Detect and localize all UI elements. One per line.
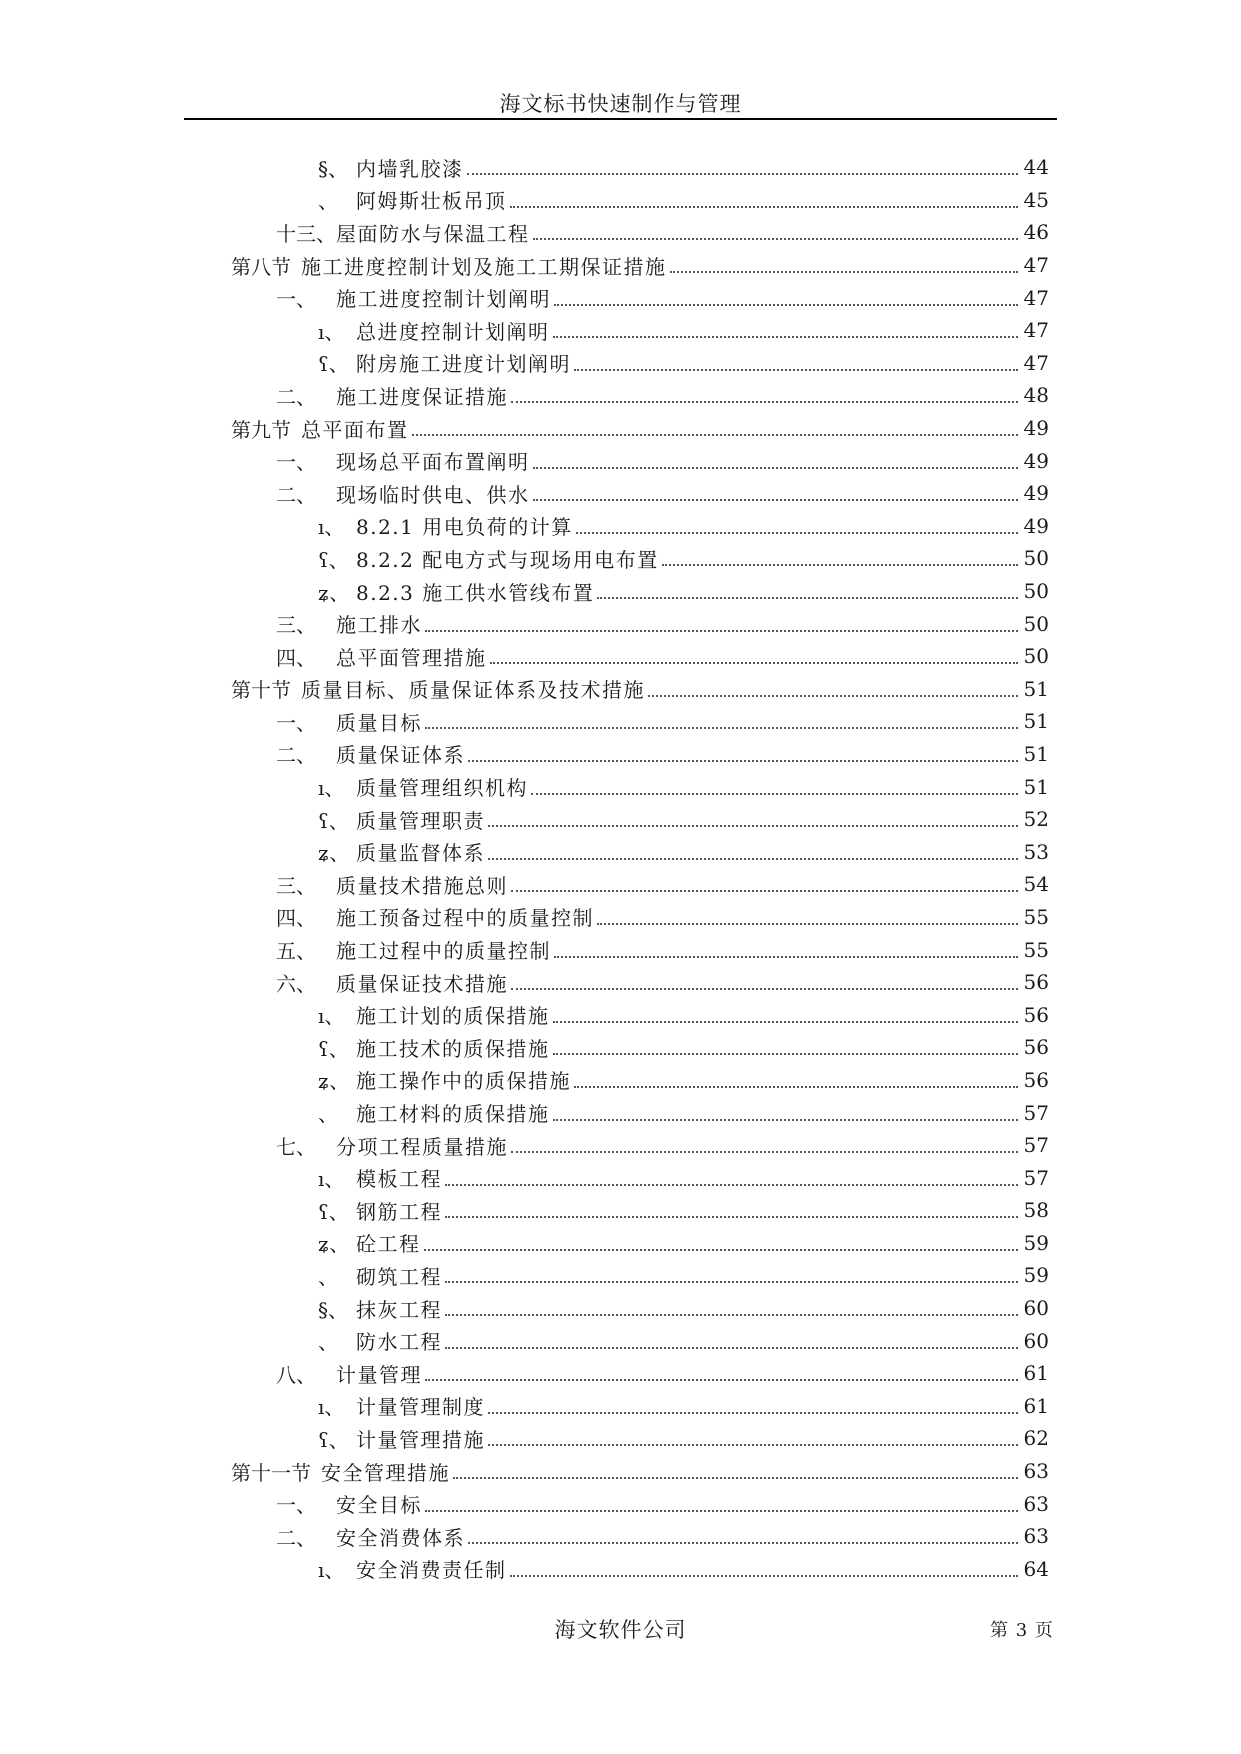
- toc-entry-page: 57: [1023, 1165, 1049, 1190]
- toc-dot-leader: [511, 1151, 1018, 1153]
- toc-entry-page: 54: [1023, 872, 1049, 897]
- toc-entry-number: 一、: [276, 710, 316, 735]
- toc-entry-number: 一、: [276, 450, 316, 475]
- toc-dot-leader: [412, 434, 1019, 436]
- toc-entry-number: ı、: [318, 1004, 345, 1029]
- toc-dot-leader: [425, 630, 1018, 632]
- toc-entry-number: 四、: [276, 906, 316, 931]
- toc-entry-page: 48: [1023, 383, 1049, 408]
- toc-entry-title: 质量技术措施总则: [336, 873, 508, 898]
- toc-entry[interactable]: [231, 1227, 1049, 1260]
- toc-entry-title: 质量监督体系: [356, 841, 485, 866]
- toc-entry-number: 五、: [276, 939, 316, 964]
- toc-entry[interactable]: [231, 901, 1049, 934]
- toc-entry-title: 质量保证体系: [336, 743, 465, 768]
- toc-entry-page: 51: [1023, 774, 1049, 799]
- toc-entry-title: 计量管理制度: [356, 1395, 485, 1420]
- toc-entry-title: 施工排水: [336, 613, 422, 638]
- toc-dot-leader: [488, 1412, 1018, 1414]
- toc-dot-leader: [445, 1216, 1018, 1218]
- toc-dot-leader: [574, 369, 1018, 371]
- toc-entry-number: 三、: [276, 613, 316, 638]
- toc-entry-title: 模板工程: [356, 1167, 442, 1192]
- toc-entry-title: 施工进度保证措施: [336, 384, 508, 409]
- toc-entry-title: 施工计划的质保措施: [356, 1004, 550, 1029]
- toc-entry-number: 一、: [276, 1493, 316, 1518]
- toc-entry[interactable]: [231, 314, 1049, 347]
- toc-dot-leader: [574, 1086, 1018, 1088]
- toc-entry-number: §、: [318, 1297, 348, 1322]
- toc-entry[interactable]: [231, 510, 1049, 543]
- toc-dot-leader: [553, 336, 1019, 338]
- toc-entry-number: ʑ、: [318, 580, 350, 605]
- toc-entry-title: 安全消费体系: [336, 1525, 465, 1550]
- toc-entry-title: 8.2.1 用电负荷的计算: [356, 515, 573, 540]
- toc-dot-leader: [453, 1477, 1018, 1479]
- toc-entry[interactable]: [231, 1129, 1049, 1162]
- toc-entry[interactable]: [231, 249, 1049, 282]
- toc-dot-leader: [554, 304, 1018, 306]
- toc-dot-leader: [445, 1281, 1018, 1283]
- toc-entry-title: 砼工程: [356, 1232, 421, 1257]
- toc-entry-page: 62: [1023, 1426, 1049, 1451]
- toc-entry-number: 四、: [276, 645, 316, 670]
- toc-dot-leader: [576, 532, 1018, 534]
- toc-entry[interactable]: [231, 835, 1049, 868]
- toc-entry-title: 现场总平面布置阐明: [336, 450, 530, 475]
- toc-entry-page: 47: [1023, 285, 1049, 310]
- toc-entry[interactable]: [231, 705, 1049, 738]
- toc-entry-title: 屋面防水与保温工程: [336, 221, 530, 246]
- toc-entry-number: ʑ、: [318, 841, 350, 866]
- toc-entry-number: 十三、: [276, 221, 336, 246]
- toc-entry[interactable]: [231, 542, 1049, 575]
- toc-dot-leader: [510, 1575, 1019, 1577]
- toc-dot-leader: [662, 564, 1018, 566]
- toc-entry-page: 56: [1023, 970, 1049, 995]
- toc-entry[interactable]: [231, 151, 1049, 184]
- toc-entry-page: 61: [1023, 1361, 1049, 1386]
- table-of-contents: [231, 151, 1049, 1585]
- toc-entry[interactable]: [231, 1487, 1049, 1520]
- footer-company-name: 海文软件公司: [554, 1618, 687, 1642]
- toc-dot-leader: [511, 890, 1018, 892]
- toc-entry-number: 第九节: [231, 417, 291, 442]
- toc-dot-leader: [553, 1021, 1019, 1023]
- toc-entry-title: 施工进度控制计划阐明: [336, 287, 551, 312]
- toc-entry[interactable]: [231, 1520, 1049, 1553]
- toc-dot-leader: [424, 1249, 1019, 1251]
- toc-entry-number: ʕ、: [318, 808, 349, 833]
- toc-entry-page: 47: [1023, 253, 1049, 278]
- toc-entry-number: 二、: [276, 1525, 316, 1550]
- toc-entry-page: 60: [1023, 1296, 1049, 1321]
- toc-entry-page: 51: [1023, 709, 1049, 734]
- toc-dot-leader: [553, 1119, 1019, 1121]
- toc-entry-title: 砌筑工程: [356, 1264, 442, 1289]
- toc-entry-number: §、: [318, 156, 348, 181]
- toc-entry-number: 、: [318, 1102, 338, 1127]
- toc-entry-page: 49: [1023, 448, 1049, 473]
- toc-entry-number: 、: [318, 1330, 338, 1355]
- toc-entry-page: 60: [1023, 1328, 1049, 1353]
- toc-entry-page: 45: [1023, 187, 1049, 212]
- toc-entry[interactable]: [231, 1390, 1049, 1423]
- page-header-title: 海文标书快速制作与管理: [499, 92, 742, 116]
- toc-entry-page: 63: [1023, 1491, 1049, 1516]
- toc-entry-page: 47: [1023, 318, 1049, 343]
- toc-entry-number: ʕ、: [318, 547, 349, 572]
- toc-dot-leader: [554, 956, 1018, 958]
- toc-entry-number: ı、: [318, 1167, 345, 1192]
- toc-dot-leader: [468, 760, 1018, 762]
- toc-entry[interactable]: [231, 1064, 1049, 1097]
- toc-dot-leader: [445, 1184, 1018, 1186]
- toc-entry-number: 二、: [276, 743, 316, 768]
- toc-entry-page: 50: [1023, 611, 1049, 636]
- toc-dot-leader: [533, 467, 1019, 469]
- toc-entry-title: 施工预备过程中的质量控制: [336, 906, 594, 931]
- toc-entry-title: 安全消费责任制: [356, 1558, 507, 1583]
- toc-entry-page: 64: [1023, 1556, 1049, 1581]
- toc-entry-number: ı、: [318, 776, 345, 801]
- toc-entry-number: 七、: [276, 1134, 316, 1159]
- toc-entry-title: 内墙乳胶漆: [356, 156, 464, 181]
- toc-entry-title: 质量目标: [336, 710, 422, 735]
- toc-entry[interactable]: [231, 673, 1049, 706]
- toc-dot-leader: [467, 173, 1019, 175]
- toc-entry-title: 阿姆斯壮板吊顶: [356, 189, 507, 214]
- toc-entry[interactable]: [231, 412, 1049, 445]
- toc-dot-leader: [597, 923, 1018, 925]
- toc-entry[interactable]: [231, 1292, 1049, 1325]
- toc-dot-leader: [670, 271, 1019, 273]
- toc-entry[interactable]: [231, 1357, 1049, 1390]
- toc-entry-page: 51: [1023, 741, 1049, 766]
- toc-entry[interactable]: [231, 868, 1049, 901]
- toc-entry-page: 58: [1023, 1198, 1049, 1223]
- toc-entry-title: 总平面布置: [301, 417, 409, 442]
- toc-dot-leader: [510, 206, 1019, 208]
- toc-entry-title: 抹灰工程: [356, 1297, 442, 1322]
- toc-entry-title: 分项工程质量措施: [336, 1134, 508, 1159]
- toc-entry-number: ʕ、: [318, 1427, 349, 1452]
- toc-entry-title: 防水工程: [356, 1330, 442, 1355]
- toc-entry-number: 第八节: [231, 254, 291, 279]
- toc-entry-page: 63: [1023, 1459, 1049, 1484]
- toc-dot-leader: [533, 499, 1019, 501]
- toc-entry-page: 56: [1023, 1035, 1049, 1060]
- toc-entry-title: 钢筋工程: [356, 1199, 442, 1224]
- toc-entry-title: 8.2.3 施工供水管线布置: [356, 580, 595, 605]
- toc-entry-page: 57: [1023, 1133, 1049, 1158]
- toc-dot-leader: [531, 793, 1018, 795]
- toc-entry-page: 52: [1023, 807, 1049, 832]
- toc-entry[interactable]: [231, 575, 1049, 608]
- toc-entry-number: 三、: [276, 873, 316, 898]
- toc-entry[interactable]: [231, 1161, 1049, 1194]
- toc-entry[interactable]: [231, 1031, 1049, 1064]
- toc-entry-number: ı、: [318, 1395, 345, 1420]
- toc-entry-number: 二、: [276, 482, 316, 507]
- toc-entry-number: 第十一节: [231, 1460, 311, 1485]
- toc-entry-title: 质量管理组织机构: [356, 776, 528, 801]
- toc-dot-leader: [553, 1053, 1019, 1055]
- toc-dot-leader: [511, 401, 1018, 403]
- toc-entry[interactable]: [231, 1455, 1049, 1488]
- toc-entry-number: ʑ、: [318, 1232, 350, 1257]
- toc-entry-number: ʕ、: [318, 352, 349, 377]
- toc-entry[interactable]: [231, 738, 1049, 771]
- toc-dot-leader: [468, 1542, 1018, 1544]
- toc-entry[interactable]: [231, 640, 1049, 673]
- toc-entry-page: 49: [1023, 481, 1049, 506]
- toc-entry-title: 计量管理: [336, 1362, 422, 1387]
- toc-entry-title: 施工材料的质保措施: [356, 1102, 550, 1127]
- toc-entry-page: 56: [1023, 1002, 1049, 1027]
- toc-dot-leader: [488, 825, 1018, 827]
- toc-entry-title: 施工技术的质保措施: [356, 1036, 550, 1061]
- toc-entry[interactable]: [231, 379, 1049, 412]
- toc-entry-page: 56: [1023, 1067, 1049, 1092]
- toc-dot-leader: [533, 238, 1019, 240]
- toc-entry-title: 8.2.2 配电方式与现场用电布置: [356, 547, 659, 572]
- toc-entry-page: 51: [1023, 676, 1049, 701]
- toc-entry-number: ʑ、: [318, 1069, 350, 1094]
- toc-entry-title: 现场临时供电、供水: [336, 482, 530, 507]
- toc-entry-page: 50: [1023, 579, 1049, 604]
- toc-entry[interactable]: [231, 1324, 1049, 1357]
- toc-entry[interactable]: [231, 1259, 1049, 1292]
- toc-entry-number: ı、: [318, 515, 345, 540]
- toc-entry-title: 计量管理措施: [356, 1427, 485, 1452]
- toc-entry-page: 44: [1023, 155, 1049, 180]
- toc-entry-title: 总平面管理措施: [336, 645, 487, 670]
- toc-entry-title: 质量目标、质量保证体系及技术措施: [301, 678, 645, 703]
- toc-entry-title: 质量管理职责: [356, 808, 485, 833]
- toc-entry-title: 安全管理措施: [321, 1460, 450, 1485]
- toc-entry-page: 50: [1023, 644, 1049, 669]
- toc-entry-title: 附房施工进度计划阐明: [356, 352, 571, 377]
- toc-entry-page: 55: [1023, 904, 1049, 929]
- toc-entry[interactable]: [231, 281, 1049, 314]
- toc-entry-page: 59: [1023, 1263, 1049, 1288]
- toc-entry-page: 53: [1023, 839, 1049, 864]
- toc-dot-leader: [488, 1444, 1018, 1446]
- toc-entry[interactable]: [231, 966, 1049, 999]
- toc-entry[interactable]: [231, 477, 1049, 510]
- toc-entry-number: ʕ、: [318, 1036, 349, 1061]
- toc-entry-page: 46: [1023, 220, 1049, 245]
- toc-dot-leader: [490, 662, 1019, 664]
- toc-entry-page: 50: [1023, 546, 1049, 571]
- toc-entry-page: 55: [1023, 937, 1049, 962]
- toc-dot-leader: [425, 1510, 1018, 1512]
- toc-entry-number: ı、: [318, 1558, 345, 1583]
- toc-entry-title: 施工过程中的质量控制: [336, 939, 551, 964]
- toc-entry-page: 47: [1023, 350, 1049, 375]
- toc-entry-title: 安全目标: [336, 1493, 422, 1518]
- toc-entry-page: 63: [1023, 1524, 1049, 1549]
- toc-dot-leader: [488, 858, 1018, 860]
- toc-entry-page: 59: [1023, 1230, 1049, 1255]
- toc-entry-number: 八、: [276, 1362, 316, 1387]
- toc-entry[interactable]: [231, 1194, 1049, 1227]
- toc-entry-number: ı、: [318, 319, 345, 344]
- toc-entry[interactable]: [231, 184, 1049, 217]
- toc-entry[interactable]: [231, 770, 1049, 803]
- toc-entry[interactable]: [231, 216, 1049, 249]
- toc-entry[interactable]: [231, 933, 1049, 966]
- toc-entry-number: 六、: [276, 971, 316, 996]
- toc-entry[interactable]: [231, 803, 1049, 836]
- toc-dot-leader: [648, 695, 1018, 697]
- toc-entry[interactable]: [231, 347, 1049, 380]
- toc-entry-title: 施工进度控制计划及施工工期保证措施: [301, 254, 667, 279]
- toc-entry-page: 57: [1023, 1100, 1049, 1125]
- toc-dot-leader: [425, 727, 1018, 729]
- toc-entry[interactable]: [231, 998, 1049, 1031]
- toc-entry[interactable]: [231, 1096, 1049, 1129]
- toc-entry[interactable]: [231, 1553, 1049, 1586]
- toc-entry[interactable]: [231, 607, 1049, 640]
- toc-entry-page: 49: [1023, 513, 1049, 538]
- toc-entry-title: 质量保证技术措施: [336, 971, 508, 996]
- toc-entry[interactable]: [231, 1422, 1049, 1455]
- header-divider: [184, 118, 1057, 120]
- toc-entry-page: 61: [1023, 1393, 1049, 1418]
- toc-dot-leader: [445, 1347, 1018, 1349]
- toc-dot-leader: [425, 1379, 1018, 1381]
- toc-entry-number: 、: [318, 1264, 338, 1289]
- toc-entry-page: 49: [1023, 416, 1049, 441]
- toc-entry-number: 二、: [276, 384, 316, 409]
- toc-entry-title: 总进度控制计划阐明: [356, 319, 550, 344]
- footer-page-number: 第 3 页: [990, 1620, 1054, 1641]
- toc-entry-number: 一、: [276, 287, 316, 312]
- toc-entry-number: 第十节: [231, 678, 291, 703]
- toc-entry-title: 施工操作中的质保措施: [356, 1069, 571, 1094]
- toc-dot-leader: [597, 597, 1018, 599]
- toc-entry-number: 、: [318, 189, 338, 214]
- toc-entry[interactable]: [231, 444, 1049, 477]
- toc-dot-leader: [511, 988, 1018, 990]
- toc-entry-number: ʕ、: [318, 1199, 349, 1224]
- toc-dot-leader: [445, 1314, 1018, 1316]
